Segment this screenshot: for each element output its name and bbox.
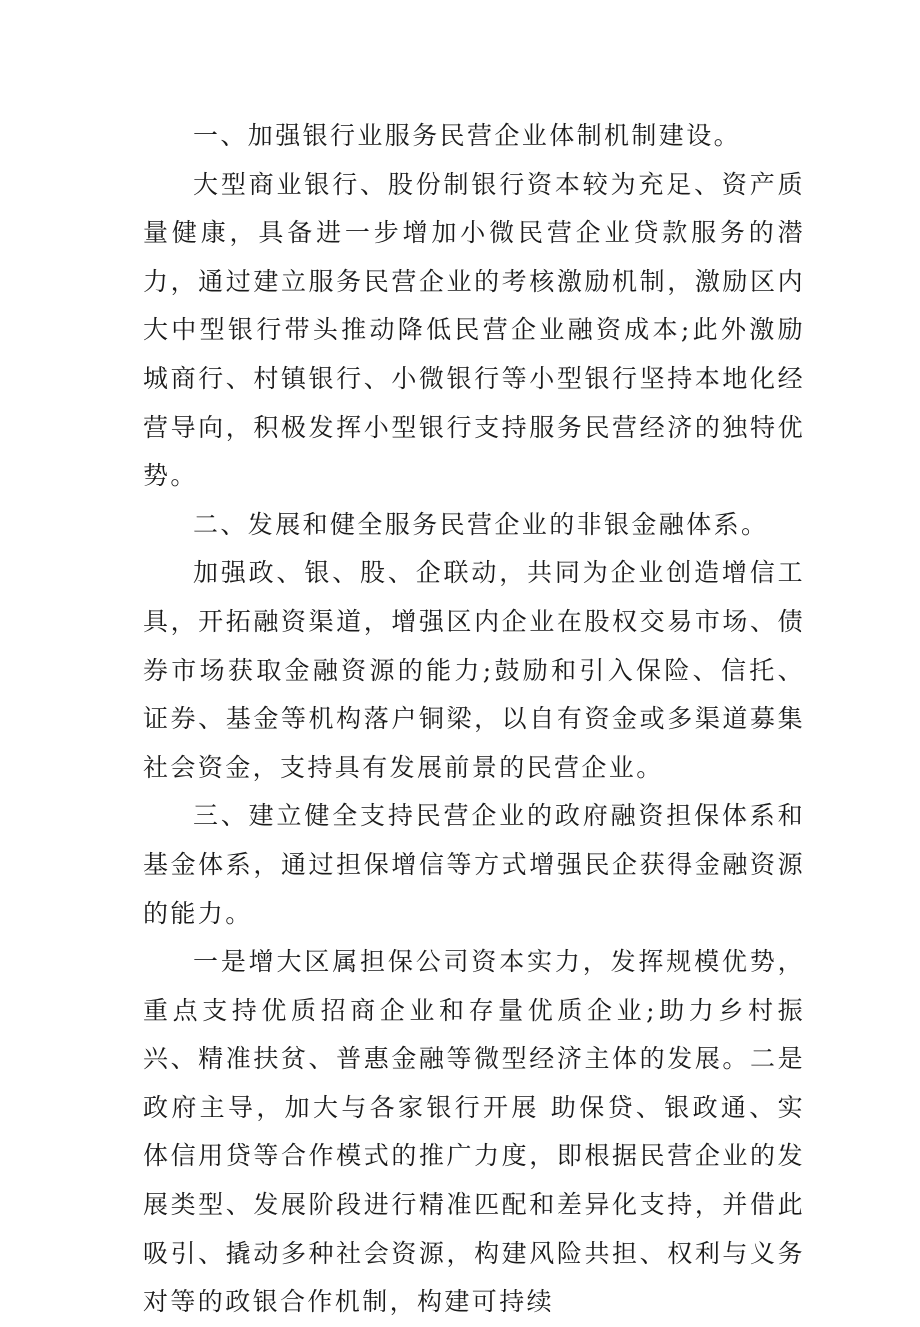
document-body [143, 112, 805, 1327]
paragraph-heading-1: 一、加强银行业服务民营企业体制机制建设。 [193, 121, 742, 150]
paragraph-body-1: 大型商业银行、股份制银行资本较为充足、资产质量健康，具备进一步增加小微民营企业贷款服务的潜力，通过建立服务民营企业的考核激励机制，激励区内大中型银行带头推动降低民营企业融资成本;此外激励城商行、村镇银行、小微银行等小型银行坚持本地化经营导向，积极发挥小型银行支持服务民营经济的独特优势。 [143, 169, 805, 491]
paragraph-body-3: 一是增大区属担保公司资本实力，发挥规模优势，重点支持优质招商企业和存量优质企业;助力乡村振兴、精准扶贫、普惠金融等微型经济主体的发展。二是政府主导，加大与各家银行开展 助保贷、银政通、实体信用贷等合作模式的推广力度，即根据民营企业的发展类型、发展阶段进行精准匹配和差异化支持，并借此吸引、撬动多种社会资源，构建风险共担、权利与义务对等的政银合作机制，构建可持续 [143, 947, 805, 1317]
paragraph-heading-2: 二、发展和健全服务民营企业的非银金融体系。 [193, 509, 769, 539]
paragraph-body-2: 加强政、银、股、企联动，共同为企业创造增信工具，开拓融资渠道，增强区内企业在股权交易市场、债券市场获取金融资源的能力;鼓励和引入保险、信托、证券、基金等机构落户铜梁，以自有资金或多渠道募集社会资金，支持具有发展前景的民营企业。 [143, 558, 805, 782]
paragraph-heading-3: 三、建立健全支持民营企业的政府融资担保体系和基金体系，通过担保增信等方式增强民企获得金融资源的能力。 [143, 801, 805, 928]
